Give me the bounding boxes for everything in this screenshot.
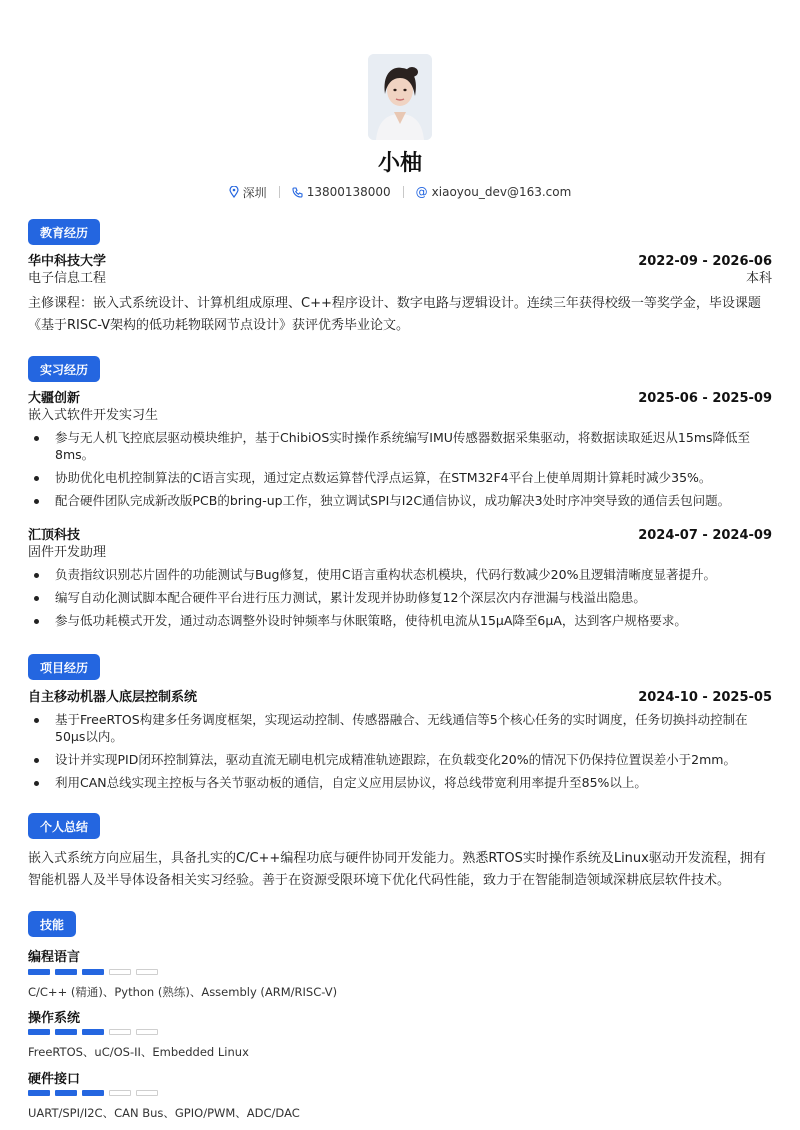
skill-detail: C/C++ (精通)、Python (熟练)、Assembly (ARM/RISC-V) — [28, 985, 338, 999]
contact-email — [416, 185, 572, 199]
list-item: 参与低功耗模式开发，通过动态调整外设时钟频率与休眠策略，使待机电流从15μA降至6μA，达到客户规格要求。 — [28, 612, 772, 629]
internship-date: 2024-07 - 2024-09 — [638, 528, 772, 543]
company-name: 汇顶科技 — [28, 528, 81, 543]
at-sign-icon: @ — [415, 185, 428, 199]
education-date: 2022-09 - 2026-06 — [638, 254, 772, 269]
section-header-education: 教育经历 — [28, 219, 100, 245]
project-name: 自主移动机器人底层控制系统 — [28, 690, 198, 705]
skill-level-segment — [82, 1029, 104, 1035]
location-text: 深圳 — [242, 185, 267, 200]
major: 电子信息工程 — [28, 271, 107, 286]
list-item: 负责指纹识别芯片固件的功能测试与Bug修复，使用C语言重构状态机模块，代码行数减少20%且逻辑清晰度显著提升。 — [28, 566, 772, 583]
company-name: 大疆创新 — [28, 391, 81, 406]
education-row — [28, 253, 772, 271]
internship-role-row — [28, 407, 772, 425]
skill-level-segment — [136, 1090, 158, 1096]
job-role: 固件开发助理 — [28, 545, 107, 560]
list-item: 参与无人机飞控底层驱动模块维护，基于ChibiOS实时操作系统编写IMU传感器数据采集驱动，将数据读取延迟从15ms降低至8ms。 — [28, 429, 772, 463]
project-bullets — [28, 711, 772, 797]
skill-level-segment — [109, 1029, 131, 1035]
skill-level-segment — [82, 969, 104, 975]
skill-detail: FreeRTOS、uC/OS-II、Embedded Linux — [28, 1045, 249, 1059]
phone-text: 13800138000 — [306, 185, 391, 199]
skill-level-segment — [82, 1090, 104, 1096]
candidate-name: 小柚 — [377, 151, 422, 176]
section-header-internship: 实习经历 — [28, 356, 100, 382]
contact-bar — [0, 183, 800, 201]
email-text: xiaoyou_dev@163.com — [431, 185, 572, 199]
skill-detail: UART/SPI/I2C、CAN Bus、GPIO/PWM、ADC/DAC — [28, 1106, 300, 1120]
skill-level-segment — [136, 969, 158, 975]
list-item: 协助优化电机控制算法的C语言实现，通过定点数运算替代浮点运算，在STM32F4平台上使单周期计算耗时减少35%。 — [28, 469, 772, 486]
contact-divider — [403, 186, 404, 198]
list-item: 设计并实现PID闭环控制算法，驱动直流无刷电机完成精准轨迹跟踪，在负载变化20%的情况下仍保持位置误差小于2mm。 — [28, 751, 772, 768]
skill-level-segment — [109, 1090, 131, 1096]
education-sub-row — [28, 270, 772, 288]
list-item: 编写自动化测试脚本配合硬件平台进行压力测试，累计发现并协助修复12个深层次内存泄漏与栈溢出隐患。 — [28, 589, 772, 606]
list-item: 利用CAN总线实现主控板与各关节驱动板的通信，自定义应用层协议，将总线带宽利用率提升至85%以上。 — [28, 774, 772, 791]
skill-level-bar — [28, 969, 158, 975]
job-role: 嵌入式软件开发实习生 — [28, 408, 159, 423]
section-header-skills: 技能 — [28, 911, 76, 937]
skill-level-segment — [55, 969, 77, 975]
contact-location — [229, 184, 267, 201]
phone-icon — [292, 187, 303, 198]
school-name: 华中科技大学 — [28, 254, 107, 269]
project-date: 2024-10 - 2025-05 — [638, 690, 772, 705]
list-item: 基于FreeRTOS构建多任务调度框架，实现运动控制、传感器融合、无线通信等5个核心任务的实时调度，任务切换抖动控制在50μs以内。 — [28, 711, 772, 745]
location-pin-icon — [229, 186, 239, 198]
skill-title: 编程语言 — [28, 950, 81, 965]
skill-title: 硬件接口 — [28, 1072, 81, 1087]
summary-text: 嵌入式系统方向应届生，具备扎实的C/C++编程功底与硬件协同开发能力。熟悉RTOS实时操作系统及Linux驱动开发流程，拥有智能机器人及半导体设备相关实习经验。善于在资源受限环境下优化代码性能，致力于在智能制造领域深耕底层软件技术。 — [28, 851, 766, 888]
skill-level-segment — [136, 1029, 158, 1035]
internship-bullets — [28, 429, 772, 515]
internship-bullets — [28, 566, 772, 635]
skill-title: 操作系统 — [28, 1011, 81, 1026]
section-header-projects: 项目经历 — [28, 654, 100, 680]
internship-date: 2025-06 - 2025-09 — [638, 391, 772, 406]
education-description: 主修课程：嵌入式系统设计、计算机组成原理、C++程序设计、数字电路与逻辑设计。连续三年获得校级一等奖学金，毕设课题《基于RISC-V架构的低功耗物联网节点设计》获评优秀毕业论文。 — [28, 296, 761, 333]
skill-level-segment — [55, 1090, 77, 1096]
degree: 本科 — [745, 271, 772, 286]
internship-row — [28, 390, 772, 408]
skill-level-segment — [109, 969, 131, 975]
section-header-summary: 个人总结 — [28, 813, 100, 839]
project-row — [28, 689, 772, 707]
avatar — [368, 54, 432, 140]
skill-level-bar — [28, 1029, 158, 1035]
skill-level-bar — [28, 1090, 158, 1096]
internship-role-row — [28, 544, 772, 562]
skill-level-segment — [28, 969, 50, 975]
contact-divider — [279, 186, 280, 198]
list-item: 配合硬件团队完成新改版PCB的bring-up工作，独立调试SPI与I2C通信协议，成功解决3处时序冲突导致的通信丢包问题。 — [28, 492, 772, 509]
skill-level-segment — [28, 1090, 50, 1096]
contact-phone — [292, 185, 391, 199]
internship-row — [28, 527, 772, 545]
skill-level-segment — [55, 1029, 77, 1035]
skill-level-segment — [28, 1029, 50, 1035]
